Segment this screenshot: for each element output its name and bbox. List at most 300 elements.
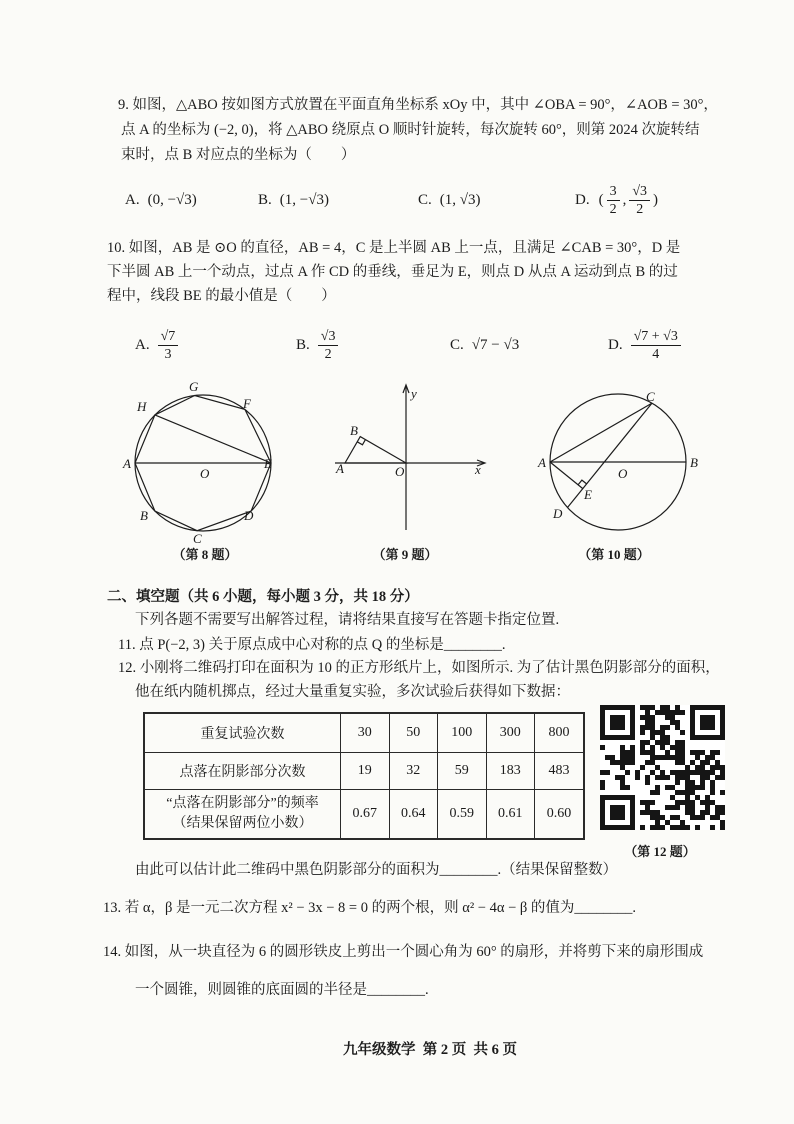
table-cell: 100	[438, 713, 487, 753]
qr-module	[620, 780, 625, 785]
fraction-y	[629, 183, 650, 218]
qr-module	[710, 770, 715, 775]
qr-module	[615, 760, 620, 765]
qr-module	[650, 810, 655, 815]
qr-module	[675, 825, 680, 830]
qr-module	[695, 795, 700, 800]
table-cell: 0.59	[438, 790, 487, 840]
qr-module	[645, 740, 650, 745]
qr-module	[635, 775, 640, 780]
qr-module	[680, 820, 685, 825]
qr-module	[665, 820, 670, 825]
qr-module	[720, 805, 725, 810]
qr-module	[610, 760, 615, 765]
qr-module	[650, 790, 655, 795]
table-cell: 300	[486, 713, 535, 753]
qr-module	[625, 750, 630, 755]
close-paren: )	[653, 191, 659, 208]
qr-module	[645, 705, 650, 710]
qr-module	[675, 720, 680, 725]
qr-module	[670, 785, 675, 790]
qr-module	[660, 775, 665, 780]
qr-module	[620, 745, 625, 750]
qr-module	[640, 800, 645, 805]
fraction-numerator: √7	[158, 328, 179, 346]
qr-module	[650, 720, 655, 725]
qr-module	[645, 720, 650, 725]
table-header-frequency	[144, 790, 341, 840]
qr-module	[640, 745, 645, 750]
qr-module	[690, 760, 695, 765]
section-2-instruction: 下列各题不需要写出解答过程，请将结果直接写在答题卡指定位置.	[135, 612, 560, 628]
fig10-label-c: C	[646, 389, 655, 404]
qr-module	[660, 825, 665, 830]
q10-option-a	[135, 325, 178, 365]
qr-module	[695, 770, 700, 775]
option-label: B.	[258, 191, 272, 208]
qr-module	[670, 710, 675, 715]
qr-module	[660, 770, 665, 775]
qr-module	[645, 710, 650, 715]
qr-module	[705, 800, 710, 805]
table-cell: 50	[389, 713, 438, 753]
qr-module	[640, 705, 645, 710]
qr-module	[690, 805, 695, 810]
qr-module	[675, 780, 680, 785]
table-cell: 19	[341, 753, 390, 790]
q9-line-3: 束时，点 B 对应点的坐标为（ ）	[121, 147, 356, 163]
option-label: D.	[608, 336, 623, 353]
qr-module	[665, 785, 670, 790]
qr-module	[655, 815, 660, 820]
qr-finder-center	[610, 715, 625, 730]
fig8-label-o: O	[200, 466, 210, 481]
qr-module	[625, 760, 630, 765]
qr-module	[675, 770, 680, 775]
qr-module	[700, 770, 705, 775]
option-value: (1, √3)	[439, 191, 481, 208]
qr-module	[625, 755, 630, 760]
qr-module	[675, 790, 680, 795]
fig10-label-d: D	[553, 506, 563, 521]
qr-module	[695, 750, 700, 755]
qr-module	[680, 770, 685, 775]
qr-module	[640, 750, 645, 755]
frequency-header-line-2: （结果保留两位小数）	[172, 816, 313, 831]
qr-module	[695, 755, 700, 760]
qr-module	[600, 770, 605, 775]
qr-module	[655, 755, 660, 760]
qr-module	[620, 750, 625, 755]
qr-module	[670, 745, 675, 750]
qr-module	[670, 715, 675, 720]
fig8-label-d: D	[244, 508, 254, 523]
qr-module	[720, 825, 725, 830]
fraction-denominator: 2	[324, 346, 332, 362]
qr-module	[660, 730, 665, 735]
qr-module	[650, 755, 655, 760]
qr-module	[660, 710, 665, 715]
fraction-denominator: 3	[164, 346, 172, 362]
qr-module	[650, 725, 655, 730]
qr-module	[640, 825, 645, 830]
qr-module	[705, 770, 710, 775]
qr-module	[665, 725, 670, 730]
qr-module	[655, 740, 660, 745]
qr-module	[615, 775, 620, 780]
qr-module	[635, 770, 640, 775]
qr-module	[705, 775, 710, 780]
qr-module	[640, 765, 645, 770]
qr-module	[685, 785, 690, 790]
qr-module	[645, 780, 650, 785]
qr-module	[670, 795, 675, 800]
qr-module	[675, 725, 680, 730]
figure-10	[537, 389, 698, 530]
table-row-frequency	[144, 790, 584, 840]
qr-module	[660, 755, 665, 760]
qr-module	[705, 760, 710, 765]
fig8-label-f: F	[243, 396, 251, 411]
qr-module	[685, 775, 690, 780]
qr-module	[675, 750, 680, 755]
fig9-caption: （第 9 题）	[372, 547, 438, 562]
qr-module	[670, 825, 675, 830]
table-header-trials: 重复试验次数	[144, 713, 341, 753]
qr-module	[605, 770, 610, 775]
table-cell: 183	[486, 753, 535, 790]
qr-module	[685, 805, 690, 810]
fraction-numerator: √3	[629, 183, 650, 201]
qr-module	[685, 800, 690, 805]
fig10-label-b: B	[690, 455, 698, 470]
qr-module	[685, 825, 690, 830]
q12-conclusion: 由此可以估计此二维码中黑色阴影部分的面积为________.（结果保留整数）	[135, 862, 618, 878]
q13-text: 13. 若 α，β 是一元二次方程 x² − 3x − 8 = 0 的两个根，则 α² − 4α − β 的值为________.	[103, 900, 637, 916]
qr-module	[685, 770, 690, 775]
section-2-title: 二、填空题（共 6 小题，每小题 3 分，共 18 分）	[107, 589, 419, 605]
qr-module	[650, 730, 655, 735]
qr-module	[665, 755, 670, 760]
option-label: C.	[450, 336, 464, 353]
qr-module	[715, 765, 720, 770]
qr-module	[640, 725, 645, 730]
qr-module	[690, 815, 695, 820]
qr-module	[655, 790, 660, 795]
qr-module	[650, 800, 655, 805]
qr-module	[645, 750, 650, 755]
qr-code-image	[600, 705, 725, 830]
qr-module	[710, 790, 715, 795]
qr-module	[680, 745, 685, 750]
qr-module	[665, 735, 670, 740]
qr-module	[680, 755, 685, 760]
qr-module	[715, 775, 720, 780]
qr-module	[650, 735, 655, 740]
table-cell: 0.60	[535, 790, 585, 840]
table-cell: 0.67	[341, 790, 390, 840]
qr-module	[655, 785, 660, 790]
option-value: (0, −√3)	[147, 191, 197, 208]
fig9-label-x: x	[475, 462, 481, 477]
qr-module	[600, 780, 605, 785]
qr-module	[705, 805, 710, 810]
qr-module	[630, 750, 635, 755]
qr-module	[655, 730, 660, 735]
qr-module	[720, 820, 725, 825]
qr-module	[645, 715, 650, 720]
fig8-label-a: A	[123, 456, 131, 471]
fraction-numerator: 3	[607, 183, 620, 201]
qr-module	[685, 790, 690, 795]
fig8-label-h: H	[137, 399, 147, 414]
fig9-triangle-abo	[345, 437, 406, 463]
qr-module	[650, 815, 655, 820]
qr-module	[620, 765, 625, 770]
fig9-label-a: A	[336, 461, 344, 476]
qr-module	[650, 750, 655, 755]
qr-module	[695, 815, 700, 820]
qr-module	[600, 745, 605, 750]
qr-module	[720, 770, 725, 775]
qr-finder-center	[610, 805, 625, 820]
qr-module	[610, 755, 615, 760]
qr-module	[685, 795, 690, 800]
qr-module	[640, 740, 645, 745]
qr-module	[680, 750, 685, 755]
qr-module	[645, 810, 650, 815]
qr-module	[605, 755, 610, 760]
qr-module	[700, 765, 705, 770]
qr-module	[675, 710, 680, 715]
qr-module	[655, 810, 660, 815]
table-row-hits	[144, 753, 584, 790]
fig10-label-a: A	[538, 455, 546, 470]
option-label: C.	[418, 191, 432, 208]
qr-module	[665, 805, 670, 810]
fig10-right-angle-mark	[578, 480, 587, 485]
qr-module	[685, 810, 690, 815]
qr-module	[710, 780, 715, 785]
qr-module	[655, 825, 660, 830]
table-row-trials	[144, 713, 584, 753]
qr-module	[620, 785, 625, 790]
qr-module	[675, 815, 680, 820]
qr-module	[625, 785, 630, 790]
fig9-label-o: O	[395, 464, 405, 479]
qr-module	[630, 760, 635, 765]
qr-module	[675, 800, 680, 805]
qr-module	[680, 775, 685, 780]
fig10-caption: （第 10 题）	[578, 547, 650, 562]
qr-module	[690, 780, 695, 785]
comma: ,	[622, 191, 627, 208]
qr-module	[690, 790, 695, 795]
qr-module	[715, 750, 720, 755]
q10-option-d	[608, 325, 681, 365]
qr-module	[700, 760, 705, 765]
qr-module	[665, 715, 670, 720]
table-cell: 0.64	[389, 790, 438, 840]
option-label: A.	[135, 336, 150, 353]
qr-module	[705, 810, 710, 815]
qr-module	[715, 815, 720, 820]
figure-9	[335, 385, 485, 530]
table-cell: 483	[535, 753, 585, 790]
option-value: (1, −√3)	[279, 191, 329, 208]
qr-module	[620, 775, 625, 780]
qr-module	[645, 760, 650, 765]
table-cell: 0.61	[486, 790, 535, 840]
fig10-chord-ac	[550, 403, 652, 462]
qr-module	[665, 705, 670, 710]
qr-module	[695, 825, 700, 830]
q9-option-d	[575, 180, 658, 220]
qr-module	[660, 740, 665, 745]
qr-module	[700, 815, 705, 820]
table-cell: 800	[535, 713, 585, 753]
table-cell: 32	[389, 753, 438, 790]
qr-module	[660, 735, 665, 740]
qr-module	[660, 815, 665, 820]
qr-module	[710, 815, 715, 820]
option-label: A.	[125, 191, 140, 208]
option-fraction	[631, 328, 681, 363]
qr-module	[700, 750, 705, 755]
qr-module	[690, 810, 695, 815]
qr-module	[645, 800, 650, 805]
qr-module	[670, 720, 675, 725]
qr-module	[625, 770, 630, 775]
q9-line-2: 点 A 的坐标为 (−2, 0)，将 △ABO 绕原点 O 顺时针旋转，每次旋转 60°，则第 2024 次旋转结	[121, 122, 700, 138]
qr-module	[675, 760, 680, 765]
page-footer: 九年级数学 第 2 页 共 6 页	[343, 1042, 517, 1058]
qr-module	[655, 820, 660, 825]
qr-module	[640, 810, 645, 815]
qr-finder-center	[700, 715, 715, 730]
qr-module	[670, 815, 675, 820]
qr-module	[630, 745, 635, 750]
fig8-label-b: B	[140, 508, 148, 523]
option-fraction	[158, 328, 179, 363]
qr-module	[690, 770, 695, 775]
qr-module	[655, 775, 660, 780]
qr-module	[675, 805, 680, 810]
figures-row	[0, 375, 794, 545]
qr-module	[680, 730, 685, 735]
qr-module	[660, 705, 665, 710]
qr-module	[720, 790, 725, 795]
qr-module	[650, 825, 655, 830]
qr-module	[710, 785, 715, 790]
q11-text: 11. 点 P(−2, 3) 关于原点成中心对称的点 Q 的坐标是________.	[118, 637, 506, 653]
q12-line-2: 他在纸内随机掷点，经过大量重复实验，多次试验后获得如下数据：	[135, 684, 570, 700]
qr-module	[715, 760, 720, 765]
qr-module	[650, 745, 655, 750]
qr-module	[640, 715, 645, 720]
qr-module	[700, 775, 705, 780]
qr-module	[715, 810, 720, 815]
table-header-hits: 点落在阴影部分次数	[144, 753, 341, 790]
qr-module	[665, 710, 670, 715]
fraction-denominator: 4	[652, 346, 660, 362]
fraction-numerator: √3	[318, 328, 339, 346]
qr-module	[655, 710, 660, 715]
qr-module	[675, 705, 680, 710]
table-cell: 59	[438, 753, 487, 790]
q9-option-b	[258, 180, 329, 220]
qr-module	[680, 825, 685, 830]
qr-module	[675, 755, 680, 760]
qr-module	[645, 805, 650, 810]
qr-module	[645, 775, 650, 780]
fig9-label-y: y	[411, 386, 417, 401]
fraction-denominator: 2	[609, 201, 617, 217]
option-label: B.	[296, 336, 310, 353]
fraction-denominator: 2	[636, 201, 644, 217]
option-label: D.	[575, 191, 590, 208]
qr-module	[700, 785, 705, 790]
qr-module	[695, 785, 700, 790]
q12-figure-caption: （第 12 题）	[624, 844, 696, 859]
qr-module	[630, 755, 635, 760]
fig10-label-o: O	[618, 466, 628, 481]
q9-line-1: 9. 如图，△ABO 按如图方式放置在平面直角坐标系 xOy 中，其中 ∠OBA = 90°，∠AOB = 30°，	[118, 97, 718, 113]
qr-module	[600, 785, 605, 790]
fraction-x	[607, 183, 620, 218]
qr-module	[675, 775, 680, 780]
qr-module	[680, 790, 685, 795]
fig8-label-g: G	[189, 379, 199, 394]
q10-option-b	[296, 325, 338, 365]
q12-line-1: 12. 小刚将二维码打印在面积为 10 的正方形纸片上，如图所示. 为了估计黑色阴影部分的面积，	[118, 660, 720, 676]
qr-module	[705, 755, 710, 760]
qr-module	[670, 770, 675, 775]
q14-line-1: 14. 如图，从一块直径为 6 的圆形铁皮上剪出一个圆心角为 60° 的扇形，并将剪下来的扇形围成	[103, 944, 704, 960]
qr-module	[655, 765, 660, 770]
qr-module	[680, 740, 685, 745]
qr-module	[695, 765, 700, 770]
qr-module	[665, 750, 670, 755]
qr-module	[680, 710, 685, 715]
qr-module	[720, 765, 725, 770]
qr-module	[650, 715, 655, 720]
qr-module	[710, 750, 715, 755]
open-paren: (	[598, 191, 604, 208]
fig10-chord-cd	[568, 403, 653, 507]
qr-module	[670, 755, 675, 760]
qr-module	[650, 770, 655, 775]
qr-module	[710, 755, 715, 760]
qr-module	[640, 730, 645, 735]
qr-module	[710, 765, 715, 770]
q9-option-c	[418, 180, 481, 220]
qr-module	[700, 780, 705, 785]
qr-module	[690, 800, 695, 805]
fig8-chord-he	[155, 415, 271, 463]
qr-module	[650, 705, 655, 710]
qr-module	[690, 785, 695, 790]
q9-option-a	[125, 180, 197, 220]
q10-line-3: 程中，线段 BE 的最小值是（ ）	[107, 288, 336, 304]
q10-line-2: 下半圆 AB 上一个动点，过点 A 作 CD 的垂线，垂足为 E，则点 D 从点 A 运动到点 B 的过	[107, 264, 678, 280]
fig9-label-b: B	[350, 423, 358, 438]
qr-module	[670, 805, 675, 810]
qr-module	[680, 760, 685, 765]
qr-module	[650, 760, 655, 765]
fig8-caption: （第 8 题）	[172, 547, 238, 562]
fig10-label-e: E	[584, 487, 592, 502]
